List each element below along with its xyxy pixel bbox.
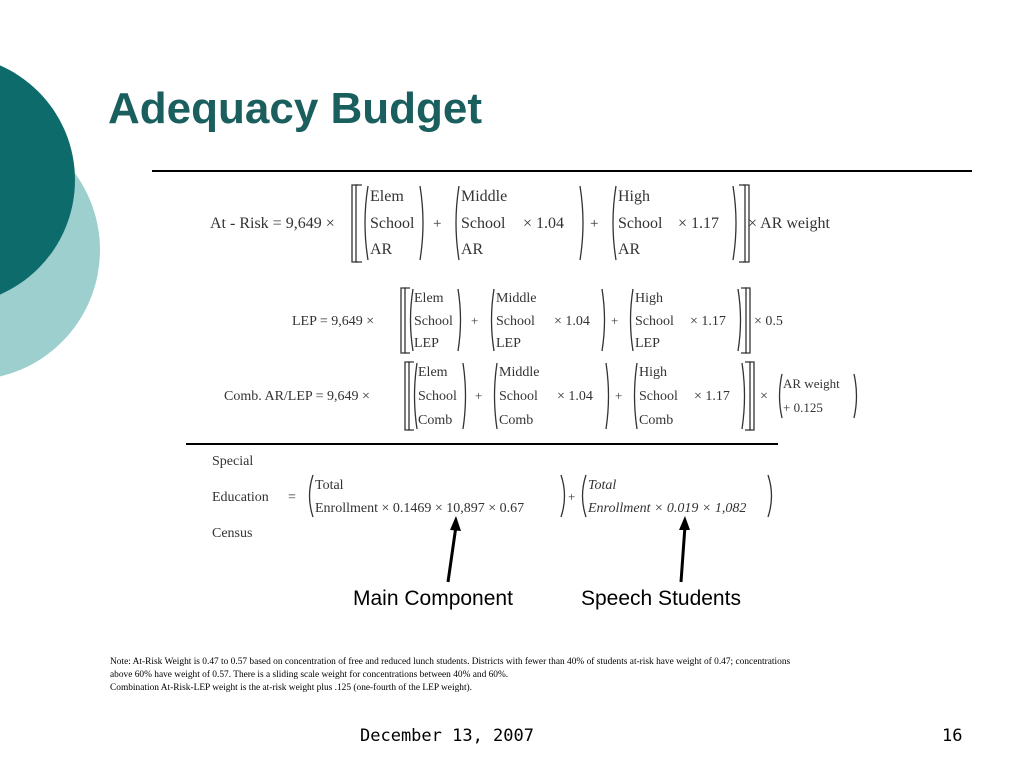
outer-left-bracket-inner xyxy=(409,362,414,430)
comb-tail-top: AR weight xyxy=(783,376,840,391)
at-risk-elem-label: School xyxy=(370,215,415,232)
equals-sign: = xyxy=(288,490,296,505)
comb-middle-label: School xyxy=(499,389,538,404)
paren xyxy=(583,475,587,517)
paren xyxy=(561,475,565,517)
at-risk-middle-factor: × 1.04 xyxy=(523,215,565,232)
speech-students-label: Speech Students xyxy=(581,587,741,610)
page-number: 16 xyxy=(942,726,963,746)
plus-sign: + xyxy=(611,313,619,328)
lep-elem-label: Elem xyxy=(414,291,444,306)
lep-middle-label: LEP xyxy=(496,336,521,351)
paren xyxy=(463,363,466,429)
comb-high-label: Comb xyxy=(639,413,674,428)
plus-sign: + xyxy=(615,388,623,403)
plus-sign: + xyxy=(590,216,599,232)
paren xyxy=(580,186,583,260)
paren xyxy=(780,374,783,418)
lep-elem-label: LEP xyxy=(414,336,439,351)
paren xyxy=(631,289,634,351)
at-risk-middle-label: Middle xyxy=(461,188,508,205)
comb-tail-bottom: + 0.125 xyxy=(783,400,823,415)
special-ed-term1-bottom: Enrollment × 0.1469 × 10,897 × 0.67 xyxy=(315,501,525,516)
paren xyxy=(456,186,459,260)
at-risk-high-factor: × 1.17 xyxy=(678,215,720,232)
paren xyxy=(420,186,423,260)
plus-sign: + xyxy=(568,489,576,504)
outer-left-bracket-inner xyxy=(405,288,410,353)
outer-right-bracket xyxy=(741,288,746,353)
at-risk-lhs: At - Risk = 9,649 × xyxy=(210,215,335,232)
special-ed-term2-bottom: Enrollment × 0.019 × 1,082 xyxy=(588,501,747,516)
lep-high-label: LEP xyxy=(635,336,660,351)
at-risk-elem-label: Elem xyxy=(370,188,404,205)
lep-high-label: High xyxy=(635,291,663,306)
paren xyxy=(613,186,616,260)
paren xyxy=(365,186,368,260)
paren xyxy=(742,363,745,429)
at-risk-tail: × AR weight xyxy=(748,215,830,232)
at-risk-high-label: AR xyxy=(618,241,641,258)
paren xyxy=(602,289,605,351)
lep-lhs: LEP = 9,649 × xyxy=(292,314,375,329)
paren xyxy=(492,289,495,351)
comb-equation xyxy=(224,362,857,430)
at-risk-high-label: School xyxy=(618,215,663,232)
paren xyxy=(415,363,418,429)
lep-tail: × 0.5 xyxy=(754,314,783,329)
special-ed-term2-top: Total xyxy=(588,478,617,493)
outer-right-bracket xyxy=(739,185,745,262)
outer-left-bracket-inner xyxy=(356,185,362,262)
at-risk-middle-label: AR xyxy=(461,241,484,258)
paren xyxy=(738,289,741,351)
paren xyxy=(854,374,857,418)
plus-sign: + xyxy=(433,216,442,232)
at-risk-middle-label: School xyxy=(461,215,506,232)
at-risk-equation xyxy=(210,185,830,262)
lep-elem-label: School xyxy=(414,314,453,329)
footnote-line: Note: At-Risk Weight is 0.47 to 0.57 based on concentration of free and reduced lunch students. Districts with fewer than 40% of students at-risk have weight of 0.47; concentrations xyxy=(110,657,791,667)
comb-elem-label: Elem xyxy=(418,365,448,380)
slide-title: Adequacy Budget xyxy=(108,84,483,133)
footnote-line: above 60% have weight of 0.57. There is a sliding scale weight for concentrations between 40% and 60%. xyxy=(110,670,509,680)
special-ed-lhs: Education xyxy=(212,490,269,505)
comb-lhs: Comb. AR/LEP = 9,649 × xyxy=(224,389,370,404)
comb-middle-label: Comb xyxy=(499,413,534,428)
outer-right-bracket xyxy=(745,362,750,430)
outer-left-bracket xyxy=(352,185,358,262)
arrow-main-component xyxy=(448,516,461,582)
plus-sign: + xyxy=(471,313,479,328)
at-risk-elem-label: AR xyxy=(370,241,393,258)
comb-high-label: High xyxy=(639,365,667,380)
paren xyxy=(606,363,609,429)
paren xyxy=(733,186,736,260)
plus-sign: + xyxy=(475,388,483,403)
special-ed-term1-top: Total xyxy=(315,478,344,493)
special-ed-lhs: Census xyxy=(212,526,253,541)
comb-middle-factor: × 1.04 xyxy=(557,389,593,404)
arrow-speech-students xyxy=(679,516,690,582)
comb-elem-label: School xyxy=(418,389,457,404)
lep-middle-label: Middle xyxy=(496,291,537,306)
main-component-label: Main Component xyxy=(353,587,513,610)
lep-high-factor: × 1.17 xyxy=(690,314,726,329)
comb-high-label: School xyxy=(639,389,678,404)
at-risk-high-label: High xyxy=(618,188,650,205)
paren xyxy=(635,363,638,429)
comb-elem-label: Comb xyxy=(418,413,453,428)
lep-high-label: School xyxy=(635,314,674,329)
special-ed-lhs: Special xyxy=(212,454,254,469)
paren xyxy=(495,363,498,429)
comb-tail-times: × xyxy=(760,389,768,404)
footer-date: December 13, 2007 xyxy=(360,726,534,746)
lep-equation xyxy=(292,288,783,353)
paren xyxy=(768,475,772,517)
paren xyxy=(310,475,314,517)
paren xyxy=(458,289,461,351)
lep-middle-label: School xyxy=(496,314,535,329)
comb-middle-label: Middle xyxy=(499,365,540,380)
footnote xyxy=(110,656,930,695)
lep-middle-factor: × 1.04 xyxy=(554,314,590,329)
paren xyxy=(411,289,414,351)
footnote-line: Combination At-Risk-LEP weight is the at-risk weight plus .125 (one-fourth of the LEP weight). xyxy=(110,683,473,693)
comb-high-factor: × 1.17 xyxy=(694,389,730,404)
